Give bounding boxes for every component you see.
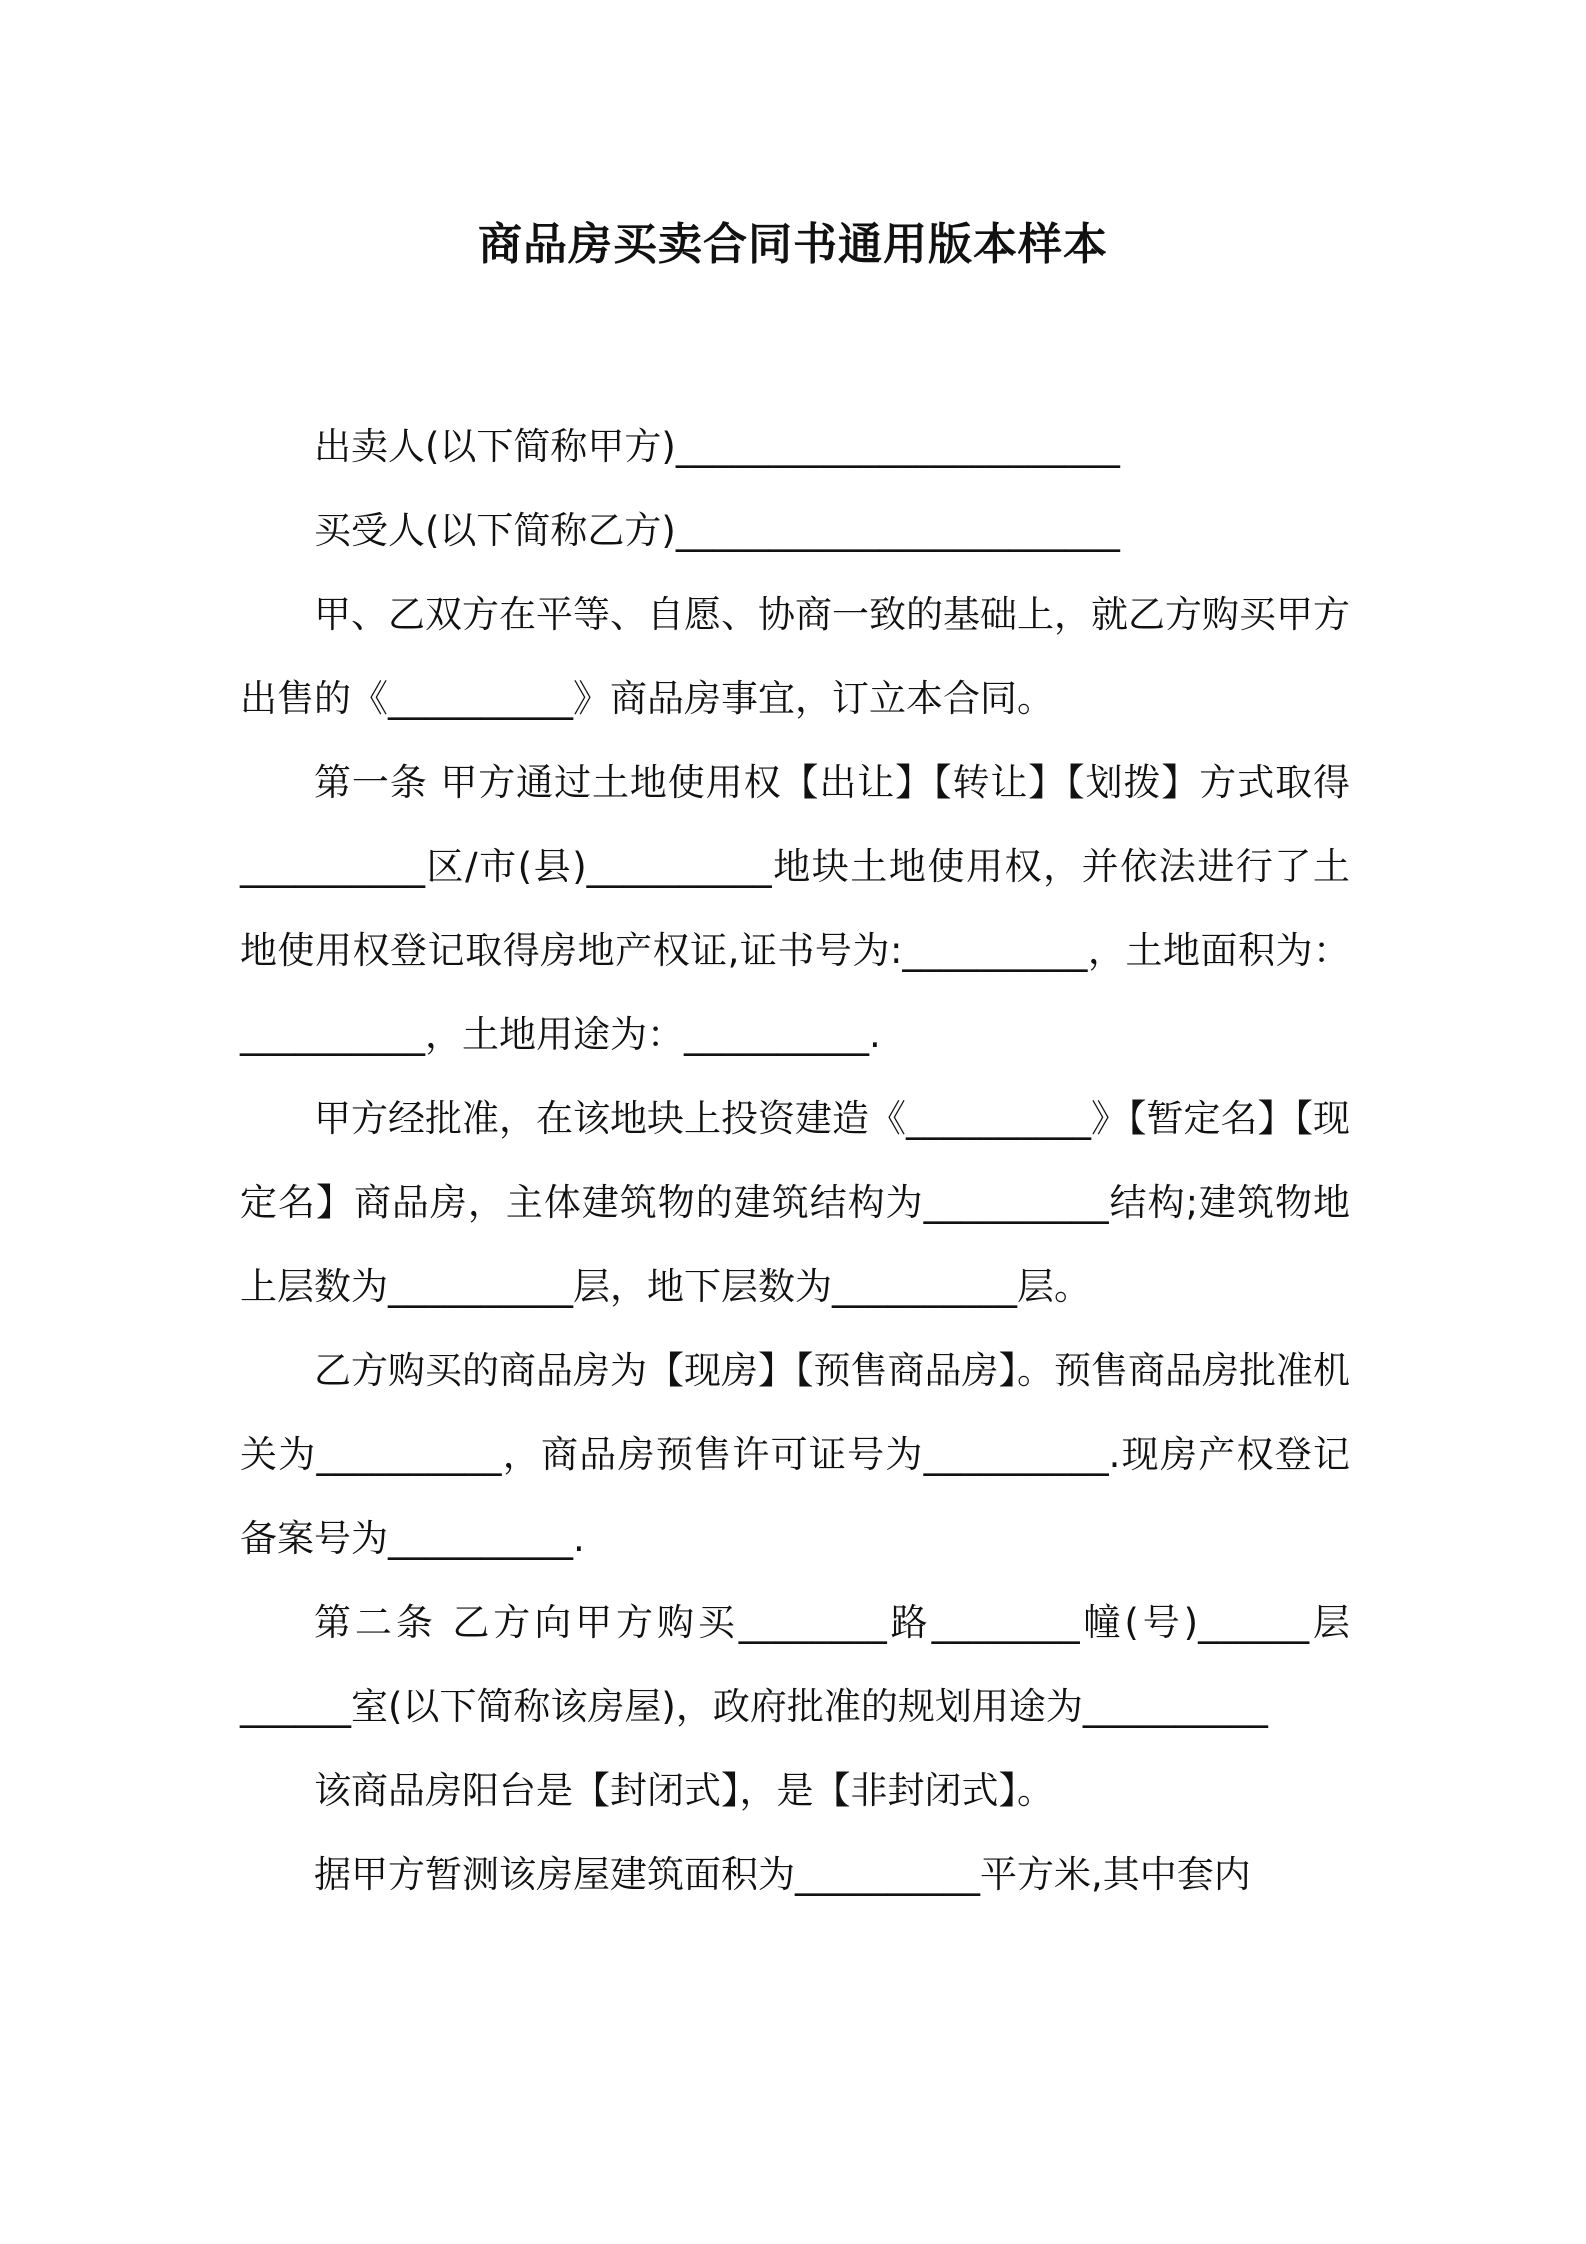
buyer-line: 买受人(以下简称乙方)________________________	[314, 509, 1120, 552]
article-one-paragraph: 第一条 甲方通过土地使用权【出让】【转让】【划拨】方式取得__________区/市(县)__________地块土地使用权，并依法进行了土地使用权登记取得房地产权证,证书号为:__________，土地面积为：__________，土地用途为：__________.	[240, 761, 1350, 1056]
document-title: 商品房买卖合同书通用版本样本	[478, 219, 1108, 270]
seller-line: 出卖人(以下简称甲方)________________________	[314, 425, 1120, 468]
article-two-paragraph: 第二条 乙方向甲方购买________路________幢(号)______层 ______室(以下简称该房屋)，政府批准的规划用途为__________	[240, 1601, 1350, 1728]
document-body	[240, 405, 1350, 1917]
area-paragraph: 据甲方暂测该房屋建筑面积为__________平方米,其中套内	[314, 1853, 1251, 1896]
presale-paragraph: 乙方购买的商品房为【现房】【预售商品房】。预售商品房批准机关为__________，商品房预售许可证号为__________.现房产权登记备案号为__________.	[240, 1349, 1350, 1560]
construction-paragraph: 甲方经批准，在该地块上投资建造《__________》【暂定名】【现定名】商品房，主体建筑物的建筑结构为__________结构;建筑物地上层数为__________层，地下层数为__________层。	[240, 1097, 1350, 1308]
balcony-paragraph: 该商品房阳台是【封闭式】，是【非封闭式】。	[314, 1769, 1054, 1812]
preamble-paragraph: 甲、乙双方在平等、自愿、协商一致的基础上，就乙方购买甲方出售的《__________》商品房事宜，订立本合同。	[240, 593, 1350, 720]
